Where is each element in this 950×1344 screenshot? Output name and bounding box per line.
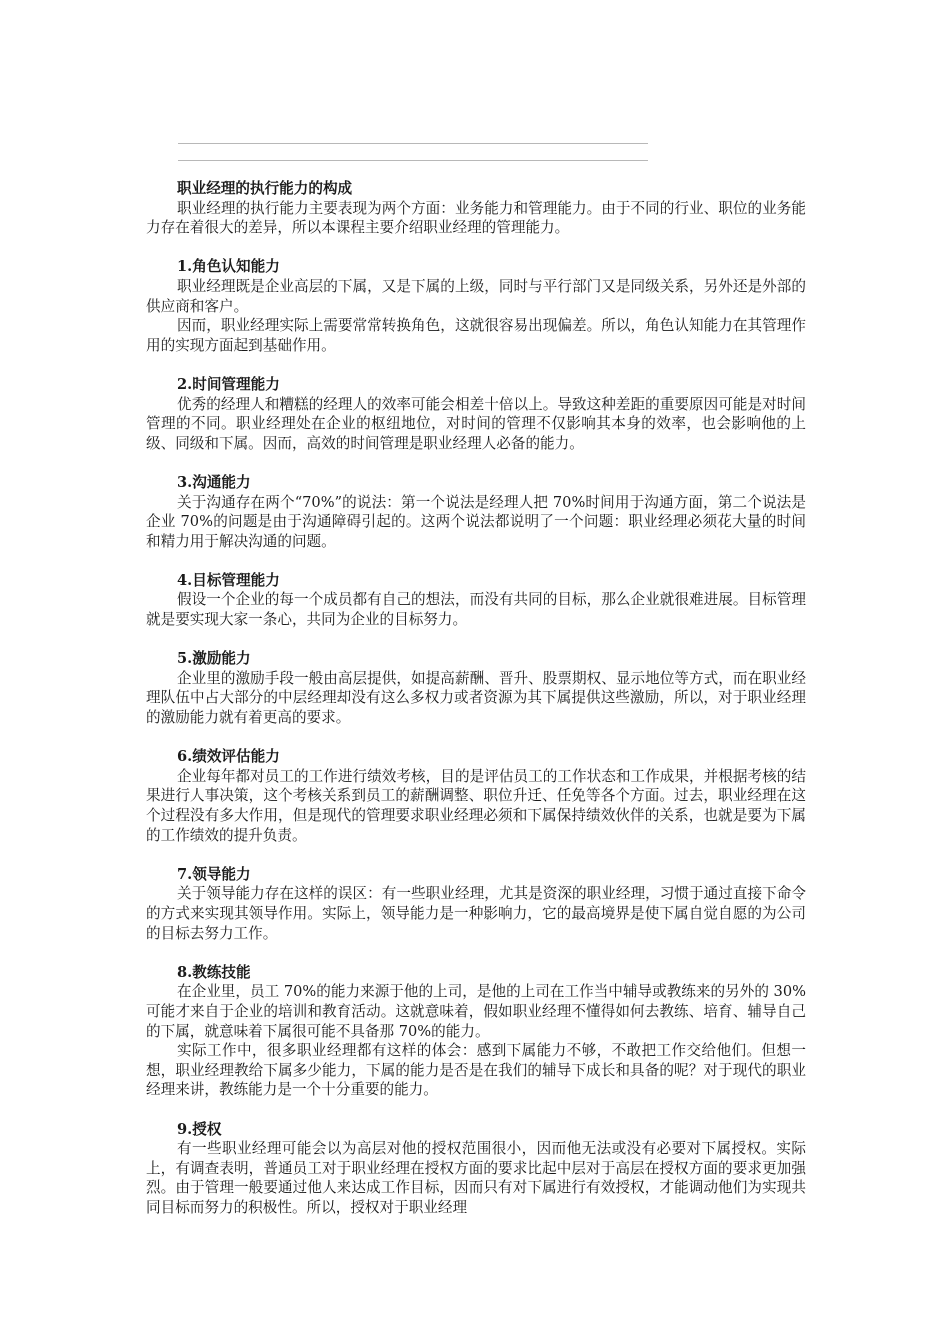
section-paragraph: 企业每年都对员工的工作进行绩效考核，目的是评估员工的工作状态和工作成果，并根据考核的结果进行人事决策，这个考核关系到员工的薪酬调整、职位升迁、任免等各个方面。过去，职业经理在这个过程没有多大作用，但是现代的管理要求职业经理必须和下属保持绩效伙伴的关系，也就是要为下属的工作绩效的提升负责。: [146, 767, 806, 844]
section-heading: 2.时间管理能力: [177, 375, 280, 393]
section-paragraph: 假设一个企业的每一个成员都有自己的想法，而没有共同的目标，那么企业就很难进展。目标管理就是要实现大家一条心，共同为企业的目标努力。: [146, 591, 806, 629]
section-heading: 5.激励能力: [177, 650, 251, 668]
header-rule-bottom: [178, 160, 648, 161]
section-paragraph: 在企业里，员工 70%的能力来源于他的上司，是他的上司在工作当中辅导或教练来的另外的 30%可能才来自于企业的培训和教育活动。这就意味着，假如职业经理不懂得如何去教练、培育、辅导自己的下属，就意味着下属很可能不具备那 70%的能力。: [146, 983, 806, 1040]
section-performance-evaluation: [146, 747, 806, 845]
section-time-management: [146, 375, 806, 453]
section-role-cognition: [146, 257, 806, 355]
section-paragraph: 职业经理既是企业高层的下属，又是下属的上级，同时与平行部门又是同级关系，另外还是外部的供应商和客户。: [146, 277, 806, 315]
section-paragraph: 有一些职业经理可能会以为高层对他的授权范围很小，因而他无法或没有必要对下属授权。实际上，有调查表明，普通员工对于职业经理在授权方面的要求比起中层对于高层在授权方面的要求更加强烈。由于管理一般要通过他人来达成工作目标，因而只有对下属进行有效授权，才能调动他们为实现共同目标而努力的积极性。所以，授权对于职业经理: [146, 1140, 806, 1216]
section-heading: 6.绩效评估能力: [177, 748, 280, 766]
section-heading: 3.沟通能力: [177, 473, 251, 491]
section-paragraph: 关于沟通存在两个“70%”的说法：第一个说法是经理人把 70%时间用于沟通方面，第二个说法是企业 70%的问题是由于沟通障碍引起的。这两个说法都说明了一个问题：职业经理必须花大量的时间和精力用于解决沟通的问题。: [146, 493, 806, 550]
section-paragraph: 实际工作中，很多职业经理都有这样的体会：感到下属能力不够，不敢把工作交给他们。但想一想，职业经理教给下属多少能力，下属的能力是否是在我们的辅导下成长和具备的呢？对于现代的职业经理来讲，教练能力是一个十分重要的能力。: [146, 1042, 806, 1099]
section-motivation: [146, 649, 806, 727]
section-coaching: [146, 963, 806, 1100]
section-heading: 4.目标管理能力: [177, 571, 280, 589]
section-heading: 1.角色认知能力: [177, 258, 280, 276]
section-paragraph: 因而，职业经理实际上需要常常转换角色，这就很容易出现偏差。所以，角色认知能力在其管理作用的实现方面起到基础作用。: [146, 317, 806, 354]
document-body: [146, 179, 806, 1217]
section-communication: [146, 473, 806, 551]
intro-paragraph: 职业经理的执行能力主要表现为两个方面：业务能力和管理能力。由于不同的行业、职位的业务能力存在着很大的差异，所以本课程主要介绍职业经理的管理能力。: [146, 199, 806, 237]
section-paragraph: 企业里的激励手段一般由高层提供，如提高薪酬、晋升、股票期权、显示地位等方式，而在职业经理队伍中占大部分的中层经理却没有这么多权力或者资源为其下属提供这些激励，所以，对于职业经理的激励能力就有着更高的要求。: [146, 669, 806, 727]
document-title: 职业经理的执行能力的构成: [177, 180, 353, 197]
header-rule-top: [178, 143, 648, 144]
section-delegation: [146, 1120, 806, 1218]
section-heading: 9.授权: [177, 1120, 222, 1138]
section-paragraph: 优秀的经理人和糟糕的经理人的效率可能会相差十倍以上。导致这种差距的重要原因可能是对时间管理的不同。职业经理处在企业的枢纽地位，对时间的管理不仅影响其本身的效率，也会影响他的上级、同级和下属。因而，高效的时间管理是职业经理人必备的能力。: [146, 395, 806, 452]
section-leadership: [146, 865, 806, 943]
section-heading: 8.教练技能: [177, 963, 251, 981]
section-goal-management: [146, 571, 806, 630]
section-heading: 7.领导能力: [177, 865, 251, 883]
section-paragraph: 关于领导能力存在这样的误区：有一些职业经理，尤其是资深的职业经理，习惯于通过直接下命令的方式来实现其领导作用。实际上，领导能力是一种影响力，它的最高境界是使下属自觉自愿的为公司的目标去努力工作。: [146, 885, 806, 942]
